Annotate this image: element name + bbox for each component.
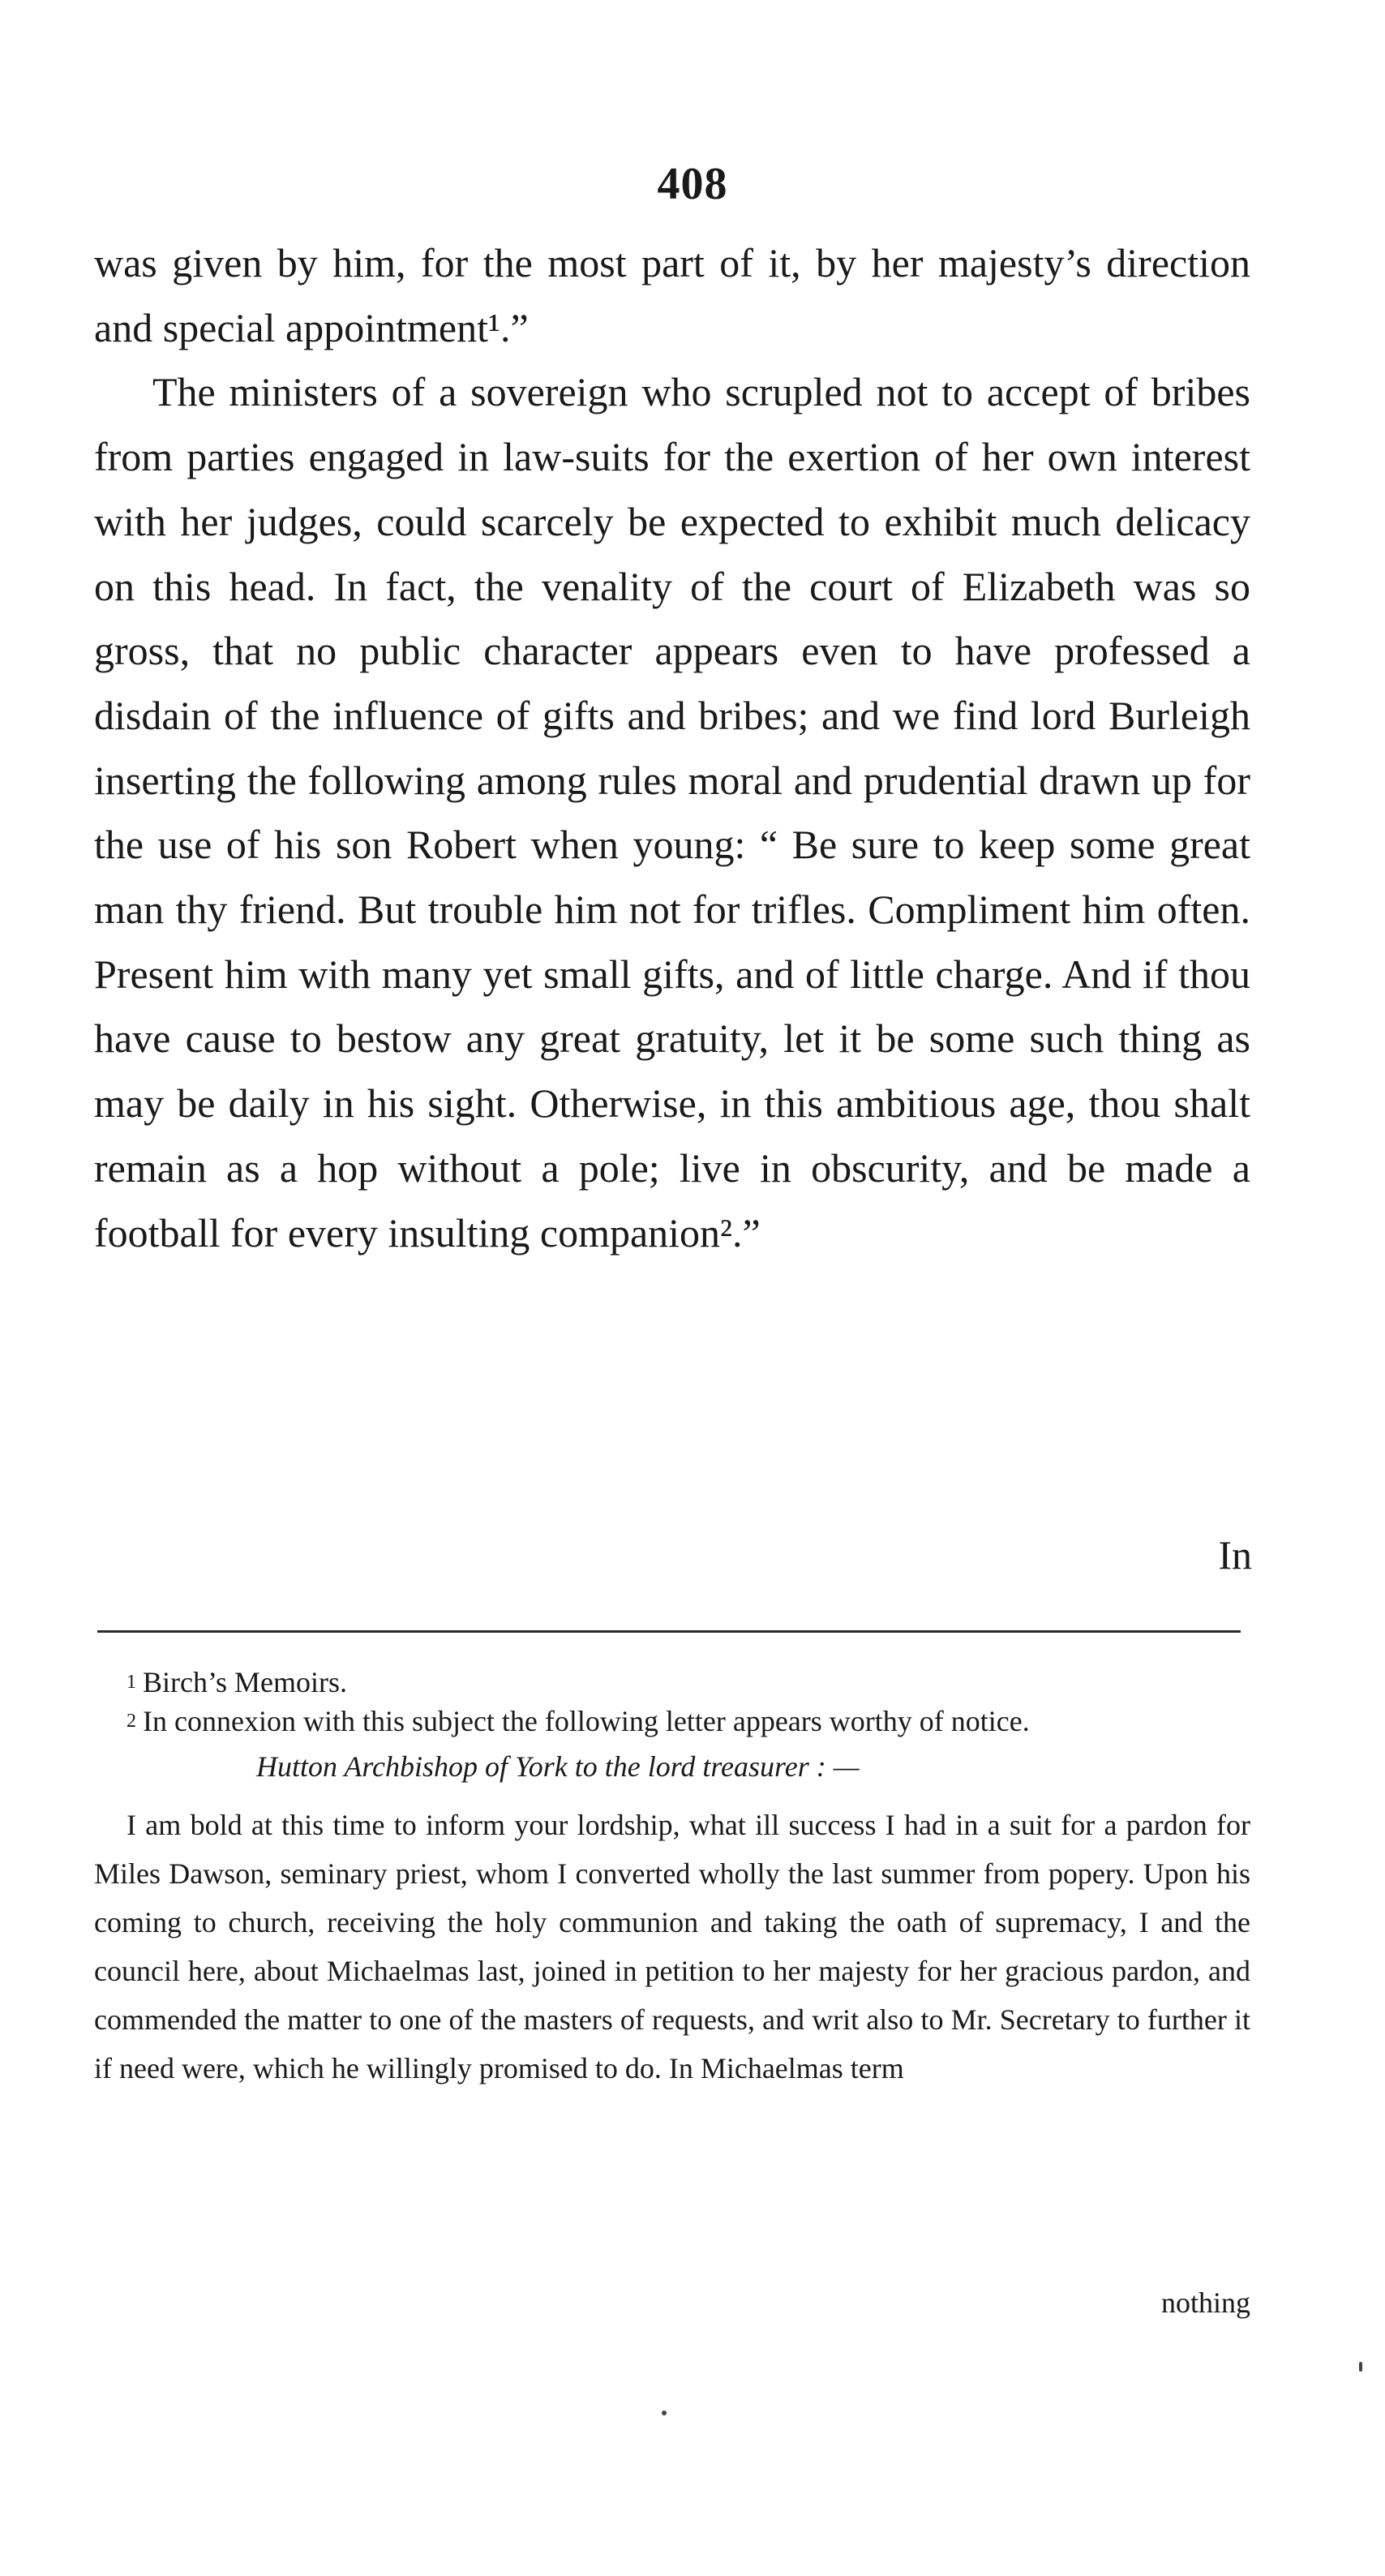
footnote-rule [97,1630,1241,1633]
footnote-2-marker: 2 [126,1711,136,1732]
footnote-2-text: In connexion with this subject the following letter appears worthy of notice. [143,1705,1030,1737]
catchword: In [1218,1532,1252,1578]
print-speck [662,2411,667,2415]
page-number: 408 [657,159,728,209]
footnote-2 [94,1702,1250,1741]
footnotes [94,1663,1250,2093]
footnote-1-marker: 1 [126,1672,136,1693]
main-text [94,231,1250,1265]
paragraph-2: The ministers of a sovereign who scrupled not to accept of bribes from parties engaged in law-suits for the exertion of her own interest with her judges, could scarcely be expected to exhibit much delicacy on this head. In fact, the venality of the court of Elizabeth was so gross, that no public character appears even to have professed a disdain of the influence of gifts and bribes; and we find lord Burleigh inserting the following among rules moral and prudential drawn up for the use of his son Robert when young: “ Be sure to keep some great man thy friend. But trouble him not for trifles. Compliment him often. Present him with many yet small gifts, and of little charge. And if thou have cause to bestow any great gratuity, let it be some such thing as may be daily in his sight. Otherwise, in this ambitious age, thou shalt remain as a hop without a pole; live in obscurity, and be made a football for every insulting companion².” [94,369,1250,1256]
print-speck [1359,2362,1362,2372]
letter-body: I am bold at this time to inform your lordship, what ill success I had in a suit for a pardon for Miles Dawson, seminary priest, whom I converted wholly the last summer from popery. Upon his coming to church, receiving the holy communion and taking the oath of supremacy, I and the council here, about Michaelmas last, joined in petition to her majesty for her gracious pardon, and commended the matter to one of the masters of requests, and writ also to Mr. Secretary to further it if need were, which he willingly promised to do. In Michaelmas term [94,1809,1250,2084]
letter-heading: Hutton Archbishop of York to the lord treasurer : — [256,1750,860,1783]
footnote-catchword: nothing [1160,2286,1250,2319]
paragraph-1: was given by him, for the most part of it, by her majesty’s direction and special appointment¹.” [94,240,1250,350]
footnote-1-text: Birch’s Memoirs. [143,1666,347,1698]
footnote-1 [94,1663,1250,1702]
